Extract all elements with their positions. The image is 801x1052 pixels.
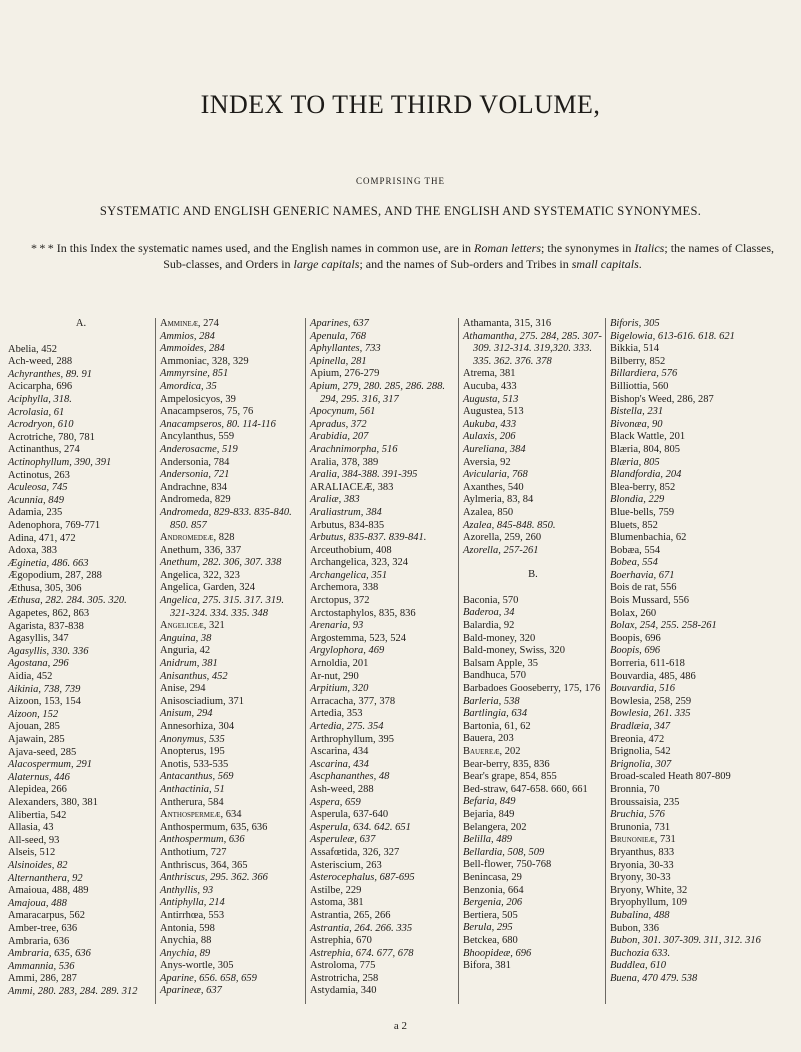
index-entry: Astydamia, 340: [310, 985, 377, 997]
index-entry: Anthriscus, 295. 362. 366: [160, 872, 268, 884]
index-entry: Ammyrsine, 851: [160, 368, 229, 380]
index-entry: Andromeda, 829: [160, 494, 231, 506]
index-entry: Aizoon, 153, 154: [8, 696, 81, 708]
index-entry: Angelica, 322, 323: [160, 569, 240, 581]
index-entry: Ash-weed, 288: [310, 783, 374, 795]
index-entry: Achyranthes, 89. 91: [8, 368, 92, 380]
index-entry: Agapetes, 862, 863: [8, 608, 90, 620]
index-column: [610, 318, 798, 985]
index-entry: Astrephia, 674. 677, 678: [310, 947, 414, 959]
index-entry: Buena, 470 479. 538: [610, 972, 698, 984]
index-entry: Apium, 279, 280. 285, 286. 288. 294, 295. 316, 317: [310, 380, 446, 405]
index-entry: Apocynum, 561: [310, 406, 376, 418]
index-entry: Anethum, 336, 337: [160, 544, 242, 556]
index-entry: Antiphylla, 214: [160, 897, 225, 909]
index-entry: Anotis, 533-535: [160, 758, 229, 770]
index-entry: Bois de rat, 556: [610, 582, 677, 594]
section-letter: A.: [75, 318, 87, 329]
index-entry: Aciphylla, 318.: [8, 393, 72, 405]
index-entry: Baconia, 570: [463, 594, 519, 606]
index-entry: Apinella, 281: [310, 355, 367, 367]
index-entry: Bluets, 852: [610, 519, 658, 531]
index-entry: Andersonia, 784: [160, 456, 230, 468]
index-entry: Anychia, 88: [160, 935, 212, 947]
index-entry: Arthrophyllum, 395: [310, 733, 394, 745]
index-entry: Actinanthus, 274: [8, 444, 80, 456]
index-entry: Acrodryon, 610: [8, 419, 74, 431]
index-entry: Atrema, 381: [463, 368, 516, 380]
index-entry: Astilbe, 229: [310, 884, 362, 896]
index-entry: Andromeda, 829-833. 835-840. 850. 857: [160, 506, 292, 531]
index-entry: Antherura, 584: [160, 796, 224, 808]
index-entry: Asteriscium, 263: [310, 859, 382, 871]
index-entry: Ampelosicyos, 39: [160, 393, 236, 405]
index-entry: Ambraria, 635, 636: [8, 948, 91, 960]
index-entry: Aspera, 659: [310, 796, 361, 808]
index-entry: Alseis, 512: [8, 847, 56, 859]
index-entry: Anychia, 89: [160, 947, 211, 959]
index-columns: [0, 318, 801, 1018]
index-entry: Agarista, 837-838: [8, 620, 84, 632]
index-entry: Augustea, 513: [463, 406, 524, 418]
index-entry: Arpitium, 320: [310, 683, 369, 695]
index-entry: Bryony, 30-33: [610, 872, 671, 884]
index-entry: Arctopus, 372: [310, 595, 370, 607]
index-entry: Astroloma, 775: [310, 960, 376, 972]
comprising-line: COMPRISING THE: [355, 176, 446, 186]
index-entry: Belangera, 202: [463, 821, 527, 833]
index-entry: Alternanthera, 92: [8, 872, 83, 884]
index-note: [30, 240, 775, 272]
index-entry: Axanthes, 540: [463, 481, 524, 493]
index-entry: Alacospermum, 291: [8, 759, 92, 771]
index-entry: Ar-nut, 290: [310, 670, 359, 682]
index-entry: Bobea, 554: [610, 557, 658, 569]
index-entry: Boopis, 696: [610, 632, 661, 644]
index-entry: Adamia, 235: [8, 507, 63, 519]
index-entry: Agasyllis, 330. 336: [8, 645, 89, 657]
note-roman: Roman letters: [474, 241, 542, 255]
index-entry: Apium, 276-279: [310, 368, 380, 380]
index-entry: Ajawain, 285: [8, 734, 65, 745]
index-entry: Bolax, 260: [610, 607, 657, 619]
index-entry: Archemora, 338: [310, 582, 379, 594]
index-entry: Bryophyllum, 109: [610, 897, 688, 909]
index-entry: Anys-wortle, 305: [160, 960, 234, 972]
section-letter: B.: [528, 569, 538, 581]
index-entry: Asperula, 634. 642. 651: [310, 821, 411, 833]
index-entry: Anguria, 42: [160, 645, 211, 657]
index-entry: Annesorhiza, 304: [160, 721, 235, 732]
index-entry: Anthospermum, 636: [160, 834, 245, 846]
index-entry: Anthospermeæ, 634: [160, 809, 242, 821]
page-signature: a 2: [393, 1020, 408, 1032]
index-entry: Aulaxis, 206: [463, 431, 516, 443]
index-entry: Anise, 294: [160, 683, 206, 695]
index-entry: Ajava-seed, 285: [8, 746, 77, 758]
index-entry: Asperuleæ, 637: [310, 834, 376, 846]
index-entry: Adoxa, 383: [8, 545, 57, 557]
index-entry: Antirrhœa, 553: [160, 909, 225, 921]
index-entry: Aversia, 92: [463, 456, 511, 468]
page-subtitle: SYSTEMATIC AND ENGLISH GENERIC NAMES, AND THE ENGLISH AND SYSTEMATIC SYNONYMES.: [99, 204, 702, 218]
index-entry: Ascarina, 434: [310, 758, 369, 770]
index-entry: Blumenbachia, 62: [610, 532, 687, 544]
index-entry: Amaioua, 488, 489: [8, 885, 89, 897]
index-entry: Bubon, 336: [610, 922, 660, 934]
index-entry: Bellardia, 508, 509: [463, 846, 545, 858]
index-entry: Bubalina, 488: [610, 909, 670, 921]
index-entry: Bartonia, 61, 62: [463, 720, 531, 732]
index-entry: Ammi, 286, 287: [8, 973, 77, 985]
index-entry: Benincasa, 29: [463, 871, 522, 883]
index-entry: Amber-tree, 636: [8, 922, 78, 934]
index-entry: Augusta, 513: [463, 393, 519, 405]
index-entry: Andersonia, 721: [160, 469, 230, 481]
index-entry: Alibertia, 542: [8, 809, 67, 821]
index-entry: Bandhuca, 570: [463, 670, 526, 682]
index-entry: Athamantha, 275. 284, 285. 307-309. 312-314. 319,320. 333. 335. 362. 376. 378: [463, 330, 602, 367]
index-column: [463, 318, 603, 973]
index-entry: Broad-scaled Heath 807-809: [610, 771, 731, 783]
index-entry: Astrotricha, 258: [310, 972, 379, 984]
index-entry: Bell-flower, 750-768: [463, 859, 552, 871]
index-entry: Araliæ, 383: [310, 494, 360, 506]
index-entry: Bear-berry, 835, 836: [463, 758, 550, 770]
index-entry: Angelica, Garden, 324: [160, 582, 256, 594]
index-entry: Adina, 471, 472: [8, 532, 76, 544]
index-entry: Astrantia, 264. 266. 335: [310, 922, 413, 934]
index-entry: Acunnia, 849: [8, 494, 64, 506]
index-entry: Arceuthobium, 408: [310, 544, 392, 556]
index-entry: Antonia, 598: [160, 922, 215, 934]
index-entry: Barleria, 538: [463, 695, 520, 707]
index-entry: Bryonia, 30-33: [610, 859, 674, 871]
index-entry: Blea-berry, 852: [610, 481, 676, 493]
index-entry: Alsinoides, 82: [8, 859, 68, 871]
index-entry: Befaria, 849: [463, 796, 516, 808]
index-entry: Anthyllis, 93: [160, 884, 214, 896]
index-entry: Anonymus, 535: [160, 733, 225, 745]
index-entry: Bubon, 301. 307-309. 311, 312. 316: [610, 935, 761, 947]
index-entry: Æthusa, 305, 306: [8, 582, 82, 594]
index-entry: Bergenia, 206: [463, 897, 523, 909]
index-entry: Balsam Apple, 35: [463, 657, 538, 669]
index-entry: Adenophora, 769-771: [8, 519, 101, 531]
index-entry: Angelica, 275. 315. 317. 319. 321-324. 334. 335. 348: [160, 595, 284, 619]
index-entry: Breonia, 472: [610, 733, 665, 745]
index-column: [310, 318, 455, 998]
index-entry: Arracacha, 377, 378: [310, 695, 396, 707]
index-entry: Bejaria, 849: [463, 808, 515, 820]
index-entry: Bhoopideæ, 696: [463, 947, 532, 959]
index-entry: Benzonia, 664: [463, 884, 524, 896]
index-entry: Buddlea, 610: [610, 960, 666, 972]
index-entry: Actinophyllum, 390, 391: [8, 456, 112, 468]
index-entry: Argylophora, 469: [310, 645, 385, 657]
index-entry: Bruchia, 576: [610, 809, 665, 821]
index-entry: Arenaria, 93: [310, 620, 364, 632]
index-entry: Anacampseros, 75, 76: [160, 406, 254, 418]
note-large: large capitals: [293, 257, 360, 271]
index-entry: Bronnia, 70: [610, 783, 660, 795]
index-entry: Blæria, 804, 805: [610, 443, 680, 455]
index-entry: Ægopodium, 287, 288: [8, 570, 102, 582]
index-entry: Aikinia, 738, 739: [8, 683, 81, 695]
index-entry: Bertiera, 505: [463, 909, 518, 921]
index-entry: Artedia, 353: [310, 708, 363, 720]
index-entry: Berula, 295: [463, 922, 513, 934]
index-entry: Boerhavia, 671: [610, 569, 675, 581]
index-entry: Brunonia, 731: [610, 821, 671, 833]
index-entry: Anthactinia, 51: [160, 783, 225, 795]
index-entry: Actinotus, 263: [8, 469, 70, 481]
page-title: INDEX TO THE THIRD VOLUME,: [200, 90, 601, 119]
index-entry: Arctostaphylos, 835, 836: [310, 607, 416, 619]
index-entry: Aphyllantes, 733: [310, 343, 381, 355]
index-entry: Astrephia, 670: [310, 935, 372, 947]
index-entry: Bivonæa, 90: [610, 418, 663, 430]
index-entry: Arbutus, 835-837. 839-841.: [310, 532, 427, 544]
index-entry: Ammios, 284: [160, 330, 215, 342]
index-entry: Brignolia, 307: [610, 758, 672, 770]
index-entry: Bartlingia, 634: [463, 708, 528, 720]
index-entry: Acrotriche, 780, 781: [8, 431, 95, 443]
index-entry: Anthospermum, 635, 636: [160, 821, 268, 833]
index-entry: Ammannia, 536: [8, 960, 75, 972]
index-entry: Bauereæ, 202: [463, 746, 521, 757]
index-entry: Asterocephalus, 687-695: [310, 872, 415, 884]
index-entry: Anidrum, 381: [160, 658, 218, 670]
index-entry: Alepidea, 266: [8, 784, 67, 796]
index-entry: Anderosacme, 519: [160, 443, 238, 455]
index-entry: Amaracarpus, 562: [8, 910, 85, 922]
index-entry: Bobæa, 554: [610, 544, 661, 556]
index-entry: All-seed, 93: [8, 834, 60, 846]
index-entry: Aralia, 384-388. 391-395: [310, 469, 418, 481]
index-entry: Andromedeæ, 828: [160, 532, 235, 544]
index-entry: Ascphananthes, 48: [310, 771, 390, 783]
index-entry: Biforis, 305: [610, 318, 660, 329]
note-mid1: ; the synonymes in: [541, 241, 635, 255]
index-entry: Archangelica, 351: [310, 569, 388, 581]
index-entry: Blondia, 229: [610, 494, 665, 506]
index-entry: Araliastrum, 384: [310, 506, 382, 518]
index-entry: Ascarina, 434: [310, 746, 369, 758]
index-entry: Archangelica, 323, 324: [310, 557, 408, 569]
index-entry: Belilla, 489: [463, 834, 512, 846]
index-entry: Athamanta, 315, 316: [463, 318, 552, 329]
index-entry: Anthotium, 727: [160, 846, 227, 858]
index-entry: Apradus, 372: [310, 418, 367, 430]
index-entry: Acrolasia, 61: [8, 406, 65, 418]
index-entry: Ancylanthus, 559: [160, 431, 235, 443]
index-entry: Bouvardia, 485, 486: [610, 670, 696, 682]
index-entry: Aylmeria, 83, 84: [463, 494, 534, 506]
index-entry: Aukuba, 433: [463, 418, 517, 430]
index-entry: Brunonieæ, 731: [610, 834, 676, 846]
index-entry: Billardiera, 576: [610, 368, 678, 380]
index-entry: Broussaisia, 235: [610, 796, 680, 808]
index-entry: Bryanthus, 833: [610, 846, 675, 858]
index-entry: Aparineæ, 637: [160, 985, 222, 997]
index-entry: Azorella, 257-261: [463, 544, 539, 556]
index-entry: Aureliana, 384: [463, 443, 526, 455]
index-entry: Æginetia, 486. 663: [8, 557, 89, 569]
index-entry: Arabidia, 207: [310, 431, 369, 443]
index-entry: Acicarpha, 696: [8, 381, 73, 393]
index-entry: Ach-weed, 288: [8, 356, 73, 368]
index-entry: Bauera, 203: [463, 733, 514, 745]
index-entry: Aidia, 452: [8, 671, 53, 683]
index-entry: Ammi, 280. 283, 284. 289. 312: [8, 985, 138, 997]
index-entry: Bolax, 254, 255. 258-261: [610, 620, 717, 632]
index-entry: Bald-money, Swiss, 320: [463, 645, 565, 657]
index-entry: Agasyllis, 347: [8, 633, 69, 645]
index-column: [160, 318, 302, 998]
index-entry: Bradlæia, 347: [610, 721, 671, 732]
index-entry: Bigelowia, 613-616. 618. 621: [610, 330, 735, 342]
index-entry: Barbadoes Gooseberry, 175, 176: [463, 683, 601, 695]
index-entry: Aralia, 378, 389: [310, 456, 379, 468]
index-entry: Brignolia, 542: [610, 746, 671, 758]
index-entry: Avicularia, 768: [463, 469, 528, 481]
index-entry: Buchozia 633.: [610, 947, 671, 959]
index-entry: Blæria, 805: [610, 456, 660, 468]
index-entry: Amajoua, 488: [8, 897, 67, 909]
index-entry: Ammineæ, 274: [160, 318, 219, 329]
note-mid2: ; the names of Classes, Sub-classes, and Orders in: [163, 241, 775, 271]
index-entry: Bikkia, 514: [610, 343, 659, 355]
index-entry: Amordica, 35: [160, 380, 217, 392]
index-entry: Ammoides, 284: [160, 343, 225, 355]
index-entry: Billiottia, 560: [610, 380, 669, 392]
index-entry: Borreria, 611-618: [610, 658, 685, 670]
index-entry: Allasia, 43: [8, 822, 54, 834]
index-entry: Assafœtida, 326, 327: [310, 846, 400, 858]
index-entry: Aizoon, 152: [8, 708, 59, 720]
index-entry: Bouvardia, 516: [610, 683, 675, 695]
index-entry: Azalea, 845-848. 850.: [463, 519, 556, 531]
index-entry: Ammoniac, 328, 329: [160, 355, 249, 367]
index-entry: Andrachne, 834: [160, 481, 228, 493]
index-entry: Alaternus, 446: [8, 771, 70, 783]
index-entry: Artedia, 275. 354: [310, 721, 384, 732]
index-entry: Anisanthus, 452: [160, 670, 228, 682]
index-entry: Blue-bells, 759: [610, 506, 675, 518]
note-mid3: ; and the names of Sub-orders and Tribes in: [359, 257, 572, 271]
index-entry: Balardia, 92: [463, 620, 515, 632]
index-entry: Bed-straw, 647-658. 660, 661: [463, 783, 588, 795]
index-entry: Bifora, 381: [463, 960, 511, 972]
index-entry: Aparine, 656. 658, 659: [160, 972, 257, 984]
index-entry: Baderoa, 34: [463, 607, 515, 619]
note-lead: * * * In this Index the systematic names used, and the English names in common use, are in: [30, 241, 475, 255]
index-entry: Bryony, White, 32: [610, 884, 688, 896]
index-entry: Betckea, 680: [463, 934, 518, 946]
index-entry: Black Wattle, 201: [610, 431, 686, 443]
note-small: small capitals: [571, 257, 639, 271]
index-entry: Bilberry, 852: [610, 355, 666, 367]
index-entry: Anthriscus, 364, 365: [160, 859, 248, 871]
index-entry: Anopterus, 195: [160, 746, 225, 758]
index-entry: Abelia, 452: [8, 343, 57, 355]
index-entry: Bowlesia, 258, 259: [610, 695, 692, 707]
index-entry: Bishop's Weed, 286, 287: [610, 393, 714, 405]
index-entry: Arachnimorpha, 516: [310, 443, 398, 455]
index-entry: Argostemma, 523, 524: [310, 632, 407, 644]
index-entry: Aparines, 637: [310, 318, 369, 329]
note-italics: Italics: [634, 241, 665, 255]
index-entry: Boopis, 696: [610, 645, 661, 657]
index-entry: Azalea, 850: [463, 506, 514, 518]
index-entry: Bistella, 231: [610, 406, 664, 418]
index-entry: Aculeosa, 745: [8, 482, 68, 494]
index-entry: Anacampseros, 80. 114-116: [160, 418, 276, 430]
index-entry: Agostana, 296: [8, 658, 69, 670]
index-entry: Ambraria, 636: [8, 935, 70, 947]
index-entry: Asperula, 637-640: [310, 809, 389, 821]
index-entry: Æthusa, 282. 284. 305. 320.: [8, 595, 127, 607]
index-entry: Arnoldia, 201: [310, 658, 369, 670]
index-entry: Bear's grape, 854, 855: [463, 771, 557, 783]
index-entry: Antacanthus, 569: [160, 771, 234, 783]
index-entry: Anethum, 282. 306, 307. 338: [160, 557, 282, 569]
index-entry: Anguina, 38: [160, 632, 212, 644]
note-end: .: [638, 257, 642, 271]
index-entry: Aucuba, 433: [463, 380, 517, 392]
index-entry: Azorella, 259, 260: [463, 532, 542, 544]
index-entry: Apenula, 768: [310, 330, 366, 342]
index-entry: Alexanders, 380, 381: [8, 796, 98, 808]
index-entry: Bois Mussard, 556: [610, 595, 690, 607]
index-entry: Astoma, 381: [310, 897, 364, 909]
index-entry: Bald-money, 320: [463, 632, 536, 644]
index-entry: Anisosciadium, 371: [160, 695, 244, 707]
index-entry: Arbutus, 834-835: [310, 519, 385, 531]
index-entry: Angeliceæ, 321: [160, 620, 225, 632]
index-entry: Bowlesia, 261. 335: [610, 708, 691, 720]
index-entry: Blandfordia, 204: [610, 469, 682, 481]
index-column: [8, 318, 154, 998]
index-entry: ARALIACEÆ, 383: [310, 481, 394, 493]
index-entry: Ajouan, 285: [8, 721, 60, 733]
index-entry: Astrantia, 265, 266: [310, 909, 391, 921]
index-entry: Anisum, 294: [160, 708, 213, 720]
